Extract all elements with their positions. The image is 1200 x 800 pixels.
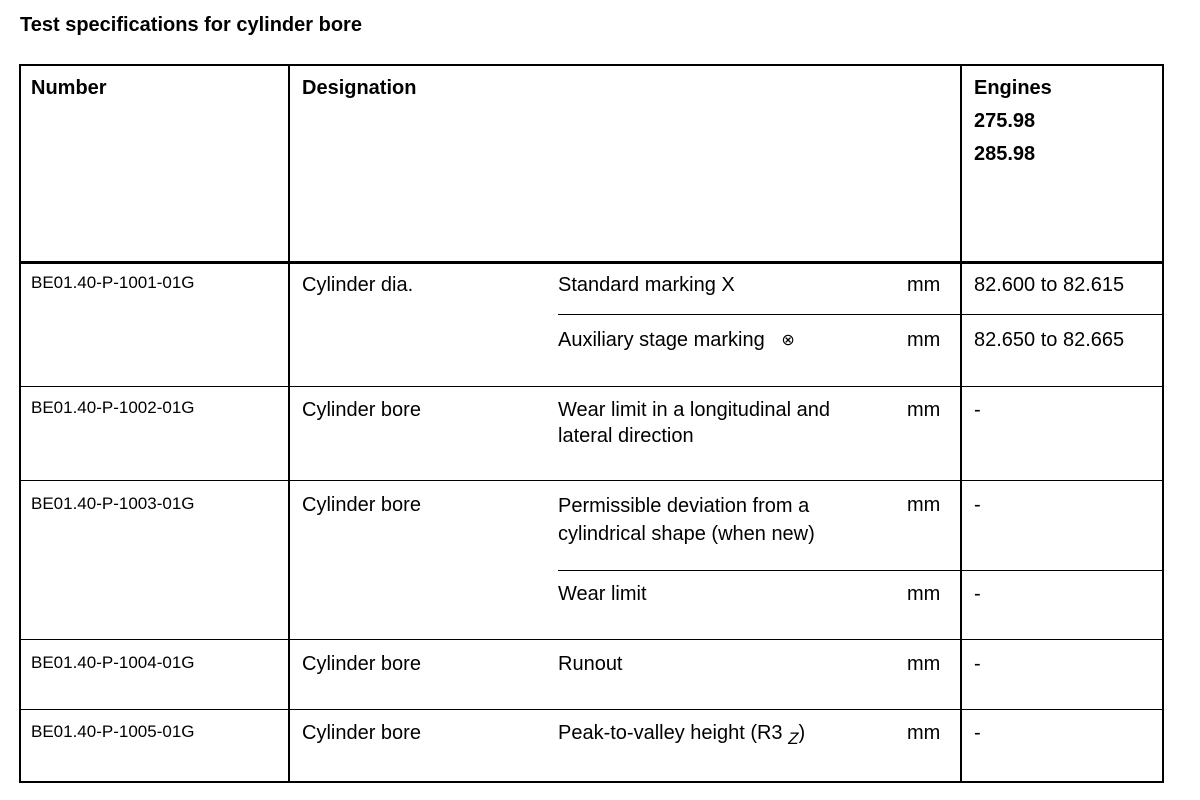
subrow-divider (558, 570, 1162, 571)
column-divider (960, 66, 962, 781)
row-number: BE01.40-P-1004-01G (31, 653, 195, 672)
header-engines (974, 72, 1052, 171)
header-engine-2: 285.98 (974, 143, 1036, 165)
spec-unit: mm (907, 274, 941, 296)
row-number: BE01.40-P-1003-01G (31, 494, 195, 513)
spec-value: - (974, 722, 981, 744)
spec-unit: mm (907, 494, 941, 516)
row-divider (21, 639, 1162, 640)
row-number: BE01.40-P-1001-01G (31, 273, 195, 292)
spec-unit: mm (907, 329, 941, 351)
row-designation: Cylinder bore (302, 722, 421, 744)
spec-subscript: Z (788, 729, 799, 748)
spec-value: - (974, 583, 981, 605)
spec-description (558, 720, 805, 752)
spec-description-end: ) (798, 722, 806, 744)
spec-value: 82.600 to 82.615 (974, 274, 1125, 296)
row-designation: Cylinder dia. (302, 274, 414, 296)
spec-unit: mm (907, 722, 941, 744)
spec-description: Runout (558, 653, 623, 675)
column-divider (288, 66, 290, 781)
header-designation: Designation (302, 77, 417, 99)
spec-value: - (974, 494, 981, 516)
row-divider (21, 709, 1162, 710)
row-designation: Cylinder bore (302, 399, 421, 421)
spec-unit: mm (907, 583, 941, 605)
spec-value: 82.650 to 82.665 (974, 329, 1125, 351)
row-divider (21, 480, 1162, 481)
document-title: Test specifications for cylinder bore (20, 14, 362, 36)
header-number: Number (31, 77, 107, 99)
spec-unit: mm (907, 653, 941, 675)
header-engines-label: Engines (974, 77, 1052, 99)
subrow-divider (558, 314, 1162, 315)
spec-table (19, 64, 1164, 783)
spec-description (558, 327, 795, 354)
spec-description: Permissible deviation from a cylindrical shape (when new) (558, 495, 815, 545)
row-designation: Cylinder bore (302, 494, 421, 516)
spec-description-text: Auxiliary stage marking (558, 329, 765, 351)
spec-unit: mm (907, 399, 941, 421)
spec-description: Wear limit in a longitudinal and lateral direction (558, 399, 831, 447)
row-number: BE01.40-P-1005-01G (31, 722, 195, 741)
circled-x-icon: ⊗ (781, 332, 795, 349)
spec-value: - (974, 399, 981, 421)
spec-description: Standard marking X (558, 274, 735, 296)
row-number: BE01.40-P-1002-01G (31, 398, 195, 417)
row-divider (21, 386, 1162, 387)
spec-description-text: Peak-to-valley height (R3 (558, 722, 783, 744)
header-divider (21, 261, 1162, 264)
spec-description: Wear limit (558, 583, 647, 605)
header-engine-1: 275.98 (974, 110, 1036, 132)
spec-value: - (974, 653, 981, 675)
row-designation: Cylinder bore (302, 653, 421, 675)
